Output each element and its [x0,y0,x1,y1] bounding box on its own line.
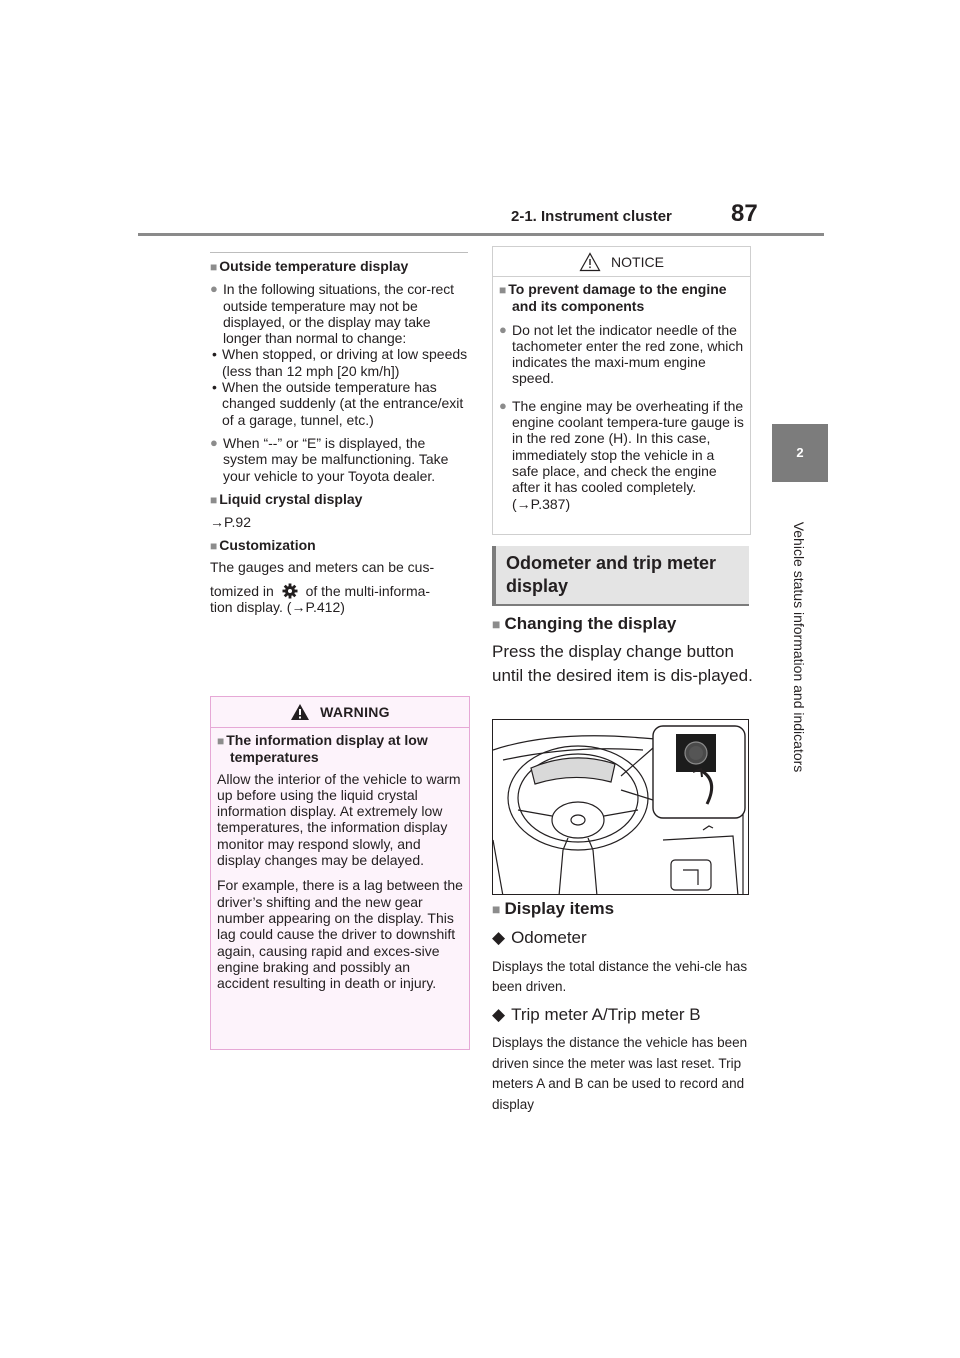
chapter-title: Vehicle status information and indicators [791,521,807,773]
warning-box [210,696,470,1050]
notice-box [492,246,751,535]
chapter-title-vertical [773,490,825,804]
page-number: 87 [731,200,758,227]
lcd-heading: ■ Liquid crystal display [210,491,472,508]
warning-header [211,697,469,728]
left-top-rule [210,252,468,253]
outside-temp-heading: ■ Outside temperature display [210,258,472,275]
warning-heading: ■ The information display at low temperatures [217,732,463,766]
changing-text: Press the display change button until the desired item is dis-played. [492,642,753,685]
notice-reference[interactable]: (→P.387) [512,495,571,512]
customization-text-1: The gauges and meters can be cus- [210,558,435,575]
notice-title: NOTICE [611,253,664,270]
section-title: 2-1. Instrument cluster [511,208,672,225]
header-rule [138,233,824,236]
section-heading: Odometer and trip meter display [492,546,749,606]
diamond-bullet-icon: ◆ [492,928,506,947]
outside-temp-bullet: ● In the following situations, the cor-rect outside temperature may not be displayed, or the display may take longer than normal to change: [210,281,472,346]
chapter-tab: 2 [772,424,828,482]
notice-triangle-icon [579,252,601,272]
notice-heading: ■ To prevent damage to the engine and its components [499,281,744,315]
notice-body [493,277,750,512]
outside-temp-sub-1: • When stopped, or driving at low speeds (less than 12 mph [20 km/h]) [210,346,472,379]
odometer-label: ◆ Odometer [492,928,587,947]
outside-temp-sub-2: • When the outside temperature has changed suddenly (at the entrance/exit of a garage, tunnel, etc.) [210,379,472,428]
square-bullet-icon: ■ [492,616,501,632]
trip-meter-description: Displays the distance the vehicle has been driven since the meter was last reset. Trip meters A and B can be used to record and display [492,1035,748,1112]
customization-text-2: tomized in of the multi-informa- [210,583,431,600]
warning-triangle-icon [290,703,310,721]
notice-bullet-1: ● Do not let the indicator needle of the tachometer enter the red zone, which indicates the maxi-mum engine speed. [499,322,744,387]
warning-title: WARNING [320,704,390,720]
diamond-bullet-icon: ◆ [492,1005,506,1024]
odometer-description: Displays the total distance the vehi-cle has been driven. [492,959,748,994]
notice-bullet-2: ● The engine may be overheating if the engine coolant tempera-ture gauge is in the red zone (H). In this case, immediately stop the vehicle in a safe place, and check the engine after it has cooled completely. [499,398,744,496]
dashboard-drawing [493,720,749,895]
display-items-heading: ■ Display items [492,899,615,918]
customization-heading: ■ Customization [210,537,472,554]
warning-paragraph-1: Allow the interior of the vehicle to warm up before using the liquid crystal information display. At extremely low temperatures, the information display monitor may respond slowly, and display changes may be delayed. [217,770,461,869]
changing-heading: ■ Changing the display [492,614,677,633]
notice-header [493,247,750,277]
warning-body [211,728,469,991]
right-column-bottom [492,897,754,1115]
gear-icon [282,583,298,599]
outside-temp-bullet-2: ● When “--” or “E” is displayed, the system may be malfunctioning. Take your vehicle to your Toyota dealer. [210,435,472,484]
left-column [210,258,472,616]
customization-text-3: tion display. (→P.412) [210,599,345,616]
square-bullet-icon: ■ [492,901,501,917]
steering-wheel-illustration [492,719,749,895]
lcd-reference[interactable]: →P.92 [210,514,251,531]
trip-meter-label: ◆ Trip meter A/Trip meter B [492,1005,701,1024]
warning-paragraph-2: For example, there is a lag between the driver’s shifting and the new gear number appearing on the display. This lag could cause the driver to downshift again, causing rapid and exces-sive engine braking and possibly an accident resulting in death or injury. [217,877,463,992]
right-column-top [492,612,762,688]
